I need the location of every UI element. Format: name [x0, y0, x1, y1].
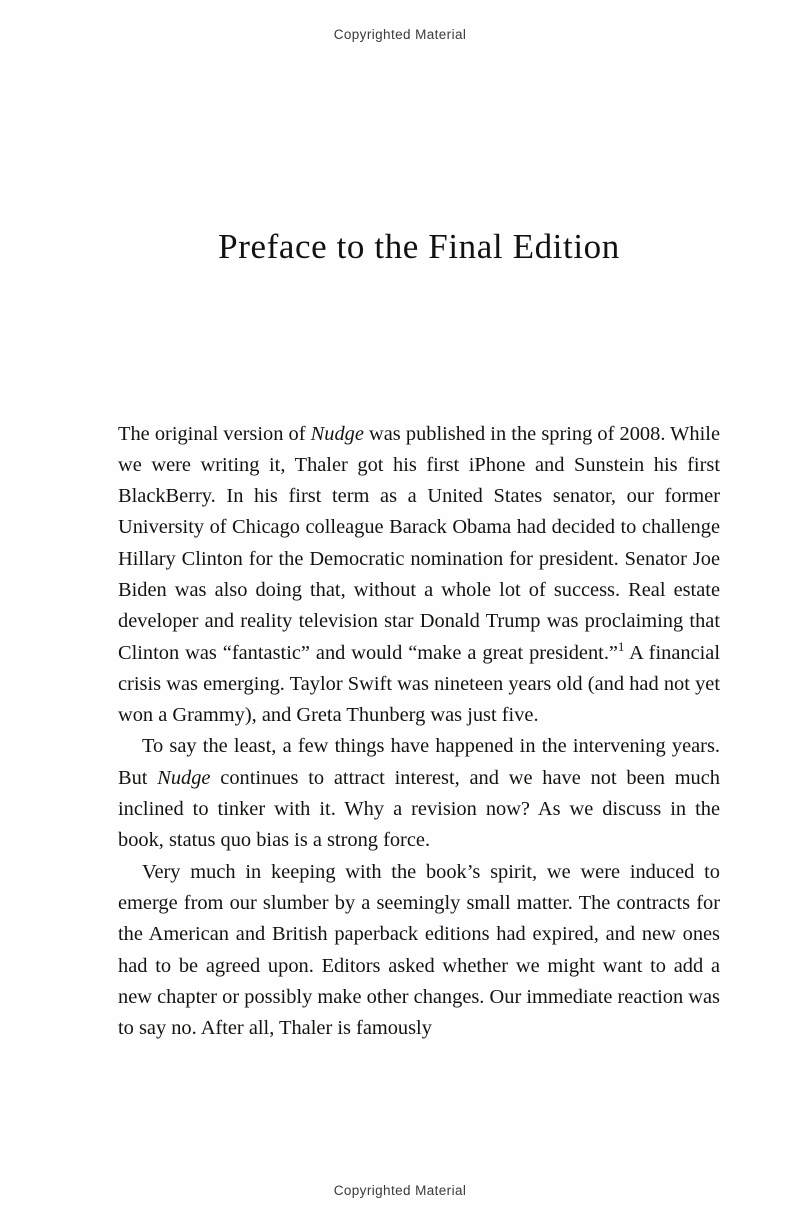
text-run: The original version of: [118, 422, 311, 445]
text-run: continues to attract interest, and we have not been much inclined to tinker with it. Why a revision now? As we discuss in the book, status quo bias is a strong force.: [118, 766, 720, 852]
copyright-watermark-bottom: Copyrighted Material: [333, 1183, 467, 1198]
paragraph: [118, 731, 720, 856]
footnote-marker: 1: [617, 639, 625, 654]
text-run: A financial crisis was emerging. Taylor Swift was nineteen years old (and had not yet won a Grammy), and Greta Thunberg was just five.: [118, 641, 720, 727]
body-text: [118, 419, 720, 1045]
page-title: Preface to the Final Edition: [218, 227, 620, 266]
text-run: Very much in keeping with the book’s spirit, we were induced to emerge from our slumber by a seemingly small matter. The contracts for the American and British paperback editions had expired, and new ones had to be agreed upon. Editors asked whether we might want to add a new chapter or possibly make other changes. Our immediate reaction was to say no. After all, Thaler is famously: [118, 860, 720, 1040]
italic-title: Nudge: [157, 766, 211, 789]
text-run: To say the least, a few things have happened in the intervening years. But: [118, 735, 720, 789]
paragraph: [118, 857, 720, 1045]
text-run: was published in the spring of 2008. While we were writing it, Thaler got his first iPhone and Sunstein his first BlackBerry. In his first term as a United States senator, our former University of Chicago colleague Barack Obama had decided to challenge Hillary Clinton for the Democratic nomination for president. Senator Joe Biden was also doing that, without a whole lot of success. Real estate developer and reality television star Donald Trump was proclaiming that Clinton was “fantastic” and would “make a great president.”: [118, 422, 720, 664]
paragraph: [118, 419, 720, 732]
page-content: [118, 0, 720, 1044]
italic-title: Nudge: [310, 422, 364, 445]
copyright-watermark-top: Copyrighted Material: [333, 27, 467, 42]
